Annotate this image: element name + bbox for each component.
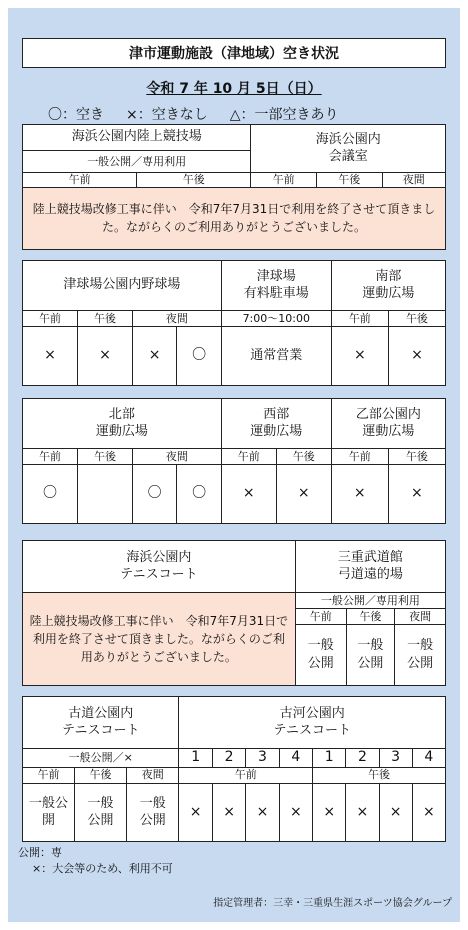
page-title: 津市運動施設（津地域）空き状況	[22, 38, 446, 68]
status-cell: 〇	[132, 465, 176, 524]
court-number: 3	[246, 749, 279, 768]
slot-pm: 午後	[388, 311, 445, 327]
footer-note-2: ×：大会等のため、利用不可	[32, 862, 173, 875]
stadium-name: 海浜公園内陸上競技場	[23, 125, 251, 151]
slot-pm: 午後	[313, 767, 446, 783]
furukawa-tennis-name: 古河公園内 テニスコート	[179, 697, 446, 749]
court-number: 2	[346, 749, 379, 768]
legend-partial: △：一部空きあり	[229, 107, 339, 123]
court-number: 4	[279, 749, 312, 768]
status-cell: ×	[388, 465, 445, 524]
status-cell: 〇	[177, 327, 221, 386]
slot-am: 午前	[331, 449, 388, 465]
south-field-name: 南部 運動広場	[331, 261, 445, 311]
legend-full: ×：空きなし	[126, 107, 208, 123]
status-cell: ×	[77, 327, 132, 386]
tennis-name: 海浜公園内 テニスコート	[23, 541, 296, 593]
status-cell: ×	[279, 783, 312, 842]
status-cell: 一般 公開	[346, 625, 395, 686]
status-cell: ×	[331, 465, 388, 524]
status-cell: ×	[379, 783, 412, 842]
status-cell: ×	[23, 327, 78, 386]
slot-night: 夜間	[127, 767, 179, 783]
court-number: 2	[212, 749, 245, 768]
court-number: 4	[412, 749, 445, 768]
status-cell: ×	[313, 783, 346, 842]
status-cell	[77, 465, 132, 524]
slot-am: 午前	[295, 609, 346, 625]
slot-am: 午前	[23, 173, 137, 188]
block-court-tennis	[22, 696, 446, 842]
slot-am: 午前	[179, 767, 313, 783]
stadium-closure-note: 陸上競技場改修工事に伴い 令和7年7月31日で利用を終了させて頂きました。ながらくのご利用ありがとうございました。	[23, 187, 446, 249]
slot-night: 夜間	[132, 311, 221, 327]
status-cell: 〇	[23, 465, 78, 524]
status-cell: ×	[388, 327, 445, 386]
slot-pm: 午後	[77, 311, 132, 327]
status-cell: ×	[212, 783, 245, 842]
court-number: 1	[313, 749, 346, 768]
status-cell: 一般 公開	[127, 783, 179, 842]
status-cell: 〇	[177, 465, 221, 524]
slot-pm: 午後	[316, 173, 382, 188]
slot-am: 午前	[23, 767, 75, 783]
status-sheet	[8, 8, 460, 922]
status-cell: 一般 公開	[295, 625, 346, 686]
manager-credit: 指定管理者：三幸・三重県生涯スポーツ協会グループ	[213, 898, 452, 909]
status-cell: ×	[276, 465, 331, 524]
slot-am: 午前	[331, 311, 388, 327]
baseball-name: 津球場公園内野球場	[23, 261, 222, 311]
slot-night: 夜間	[395, 609, 446, 625]
date-line	[8, 78, 460, 98]
status-cell: ×	[412, 783, 445, 842]
legend	[48, 104, 448, 124]
block-fields	[22, 398, 446, 524]
slot-pm: 午後	[137, 173, 251, 188]
slot-night: 夜間	[382, 173, 445, 188]
slot-am: 午前	[251, 173, 317, 188]
status-cell: ×	[221, 465, 276, 524]
tennis-closure-note: 陸上競技場改修工事に伴い 令和7年7月31日で利用を終了させて頂きました。ながらくのご利用ありがとうございました。	[23, 593, 296, 686]
status-cell: ×	[132, 327, 176, 386]
slot-am: 午前	[23, 449, 78, 465]
block-baseball	[22, 260, 446, 386]
court-number: 3	[379, 749, 412, 768]
footer-note-1: 公開：専	[18, 846, 62, 859]
status-cell: ×	[331, 327, 388, 386]
budokan-usage: 一般公開／専用利用	[295, 593, 445, 609]
furumichi-usage: 一般公開／×	[23, 749, 179, 768]
slot-pm: 午後	[77, 449, 132, 465]
budokan-name: 三重武道館 弓道遠的場	[295, 541, 445, 593]
parking-hours: 7:00～10:00	[221, 311, 331, 327]
meeting-room-name: 海浜公園内 会議室	[251, 125, 446, 173]
status-cell: ×	[246, 783, 279, 842]
slot-am: 午前	[221, 449, 276, 465]
status-cell: ×	[346, 783, 379, 842]
slot-pm: 午後	[276, 449, 331, 465]
status-cell: 一般公 開	[23, 783, 75, 842]
furumichi-tennis-name: 古道公園内 テニスコート	[23, 697, 179, 749]
date-text: 令和 7 年 10 月 5日（日）	[146, 81, 322, 97]
west-field-name: 西部 運動広場	[221, 399, 331, 449]
parking-status: 通常営業	[221, 327, 331, 386]
otsube-field-name: 乙部公園内 運動広場	[331, 399, 445, 449]
slot-pm: 午後	[388, 449, 445, 465]
slot-pm: 午後	[75, 767, 127, 783]
status-cell: ×	[179, 783, 212, 842]
court-number: 1	[179, 749, 212, 768]
slot-pm: 午後	[346, 609, 395, 625]
block-tennis-kyudo	[22, 540, 446, 686]
slot-am: 午前	[23, 311, 78, 327]
parking-name: 津球場 有料駐車場	[221, 261, 331, 311]
stadium-usage: 一般公開／専用利用	[23, 151, 251, 173]
north-field-name: 北部 運動広場	[23, 399, 222, 449]
status-cell: 一般 公開	[75, 783, 127, 842]
legend-available: 〇：空き	[48, 107, 104, 123]
slot-night: 夜間	[132, 449, 221, 465]
block-stadium	[22, 124, 446, 250]
status-cell: 一般 公開	[395, 625, 446, 686]
